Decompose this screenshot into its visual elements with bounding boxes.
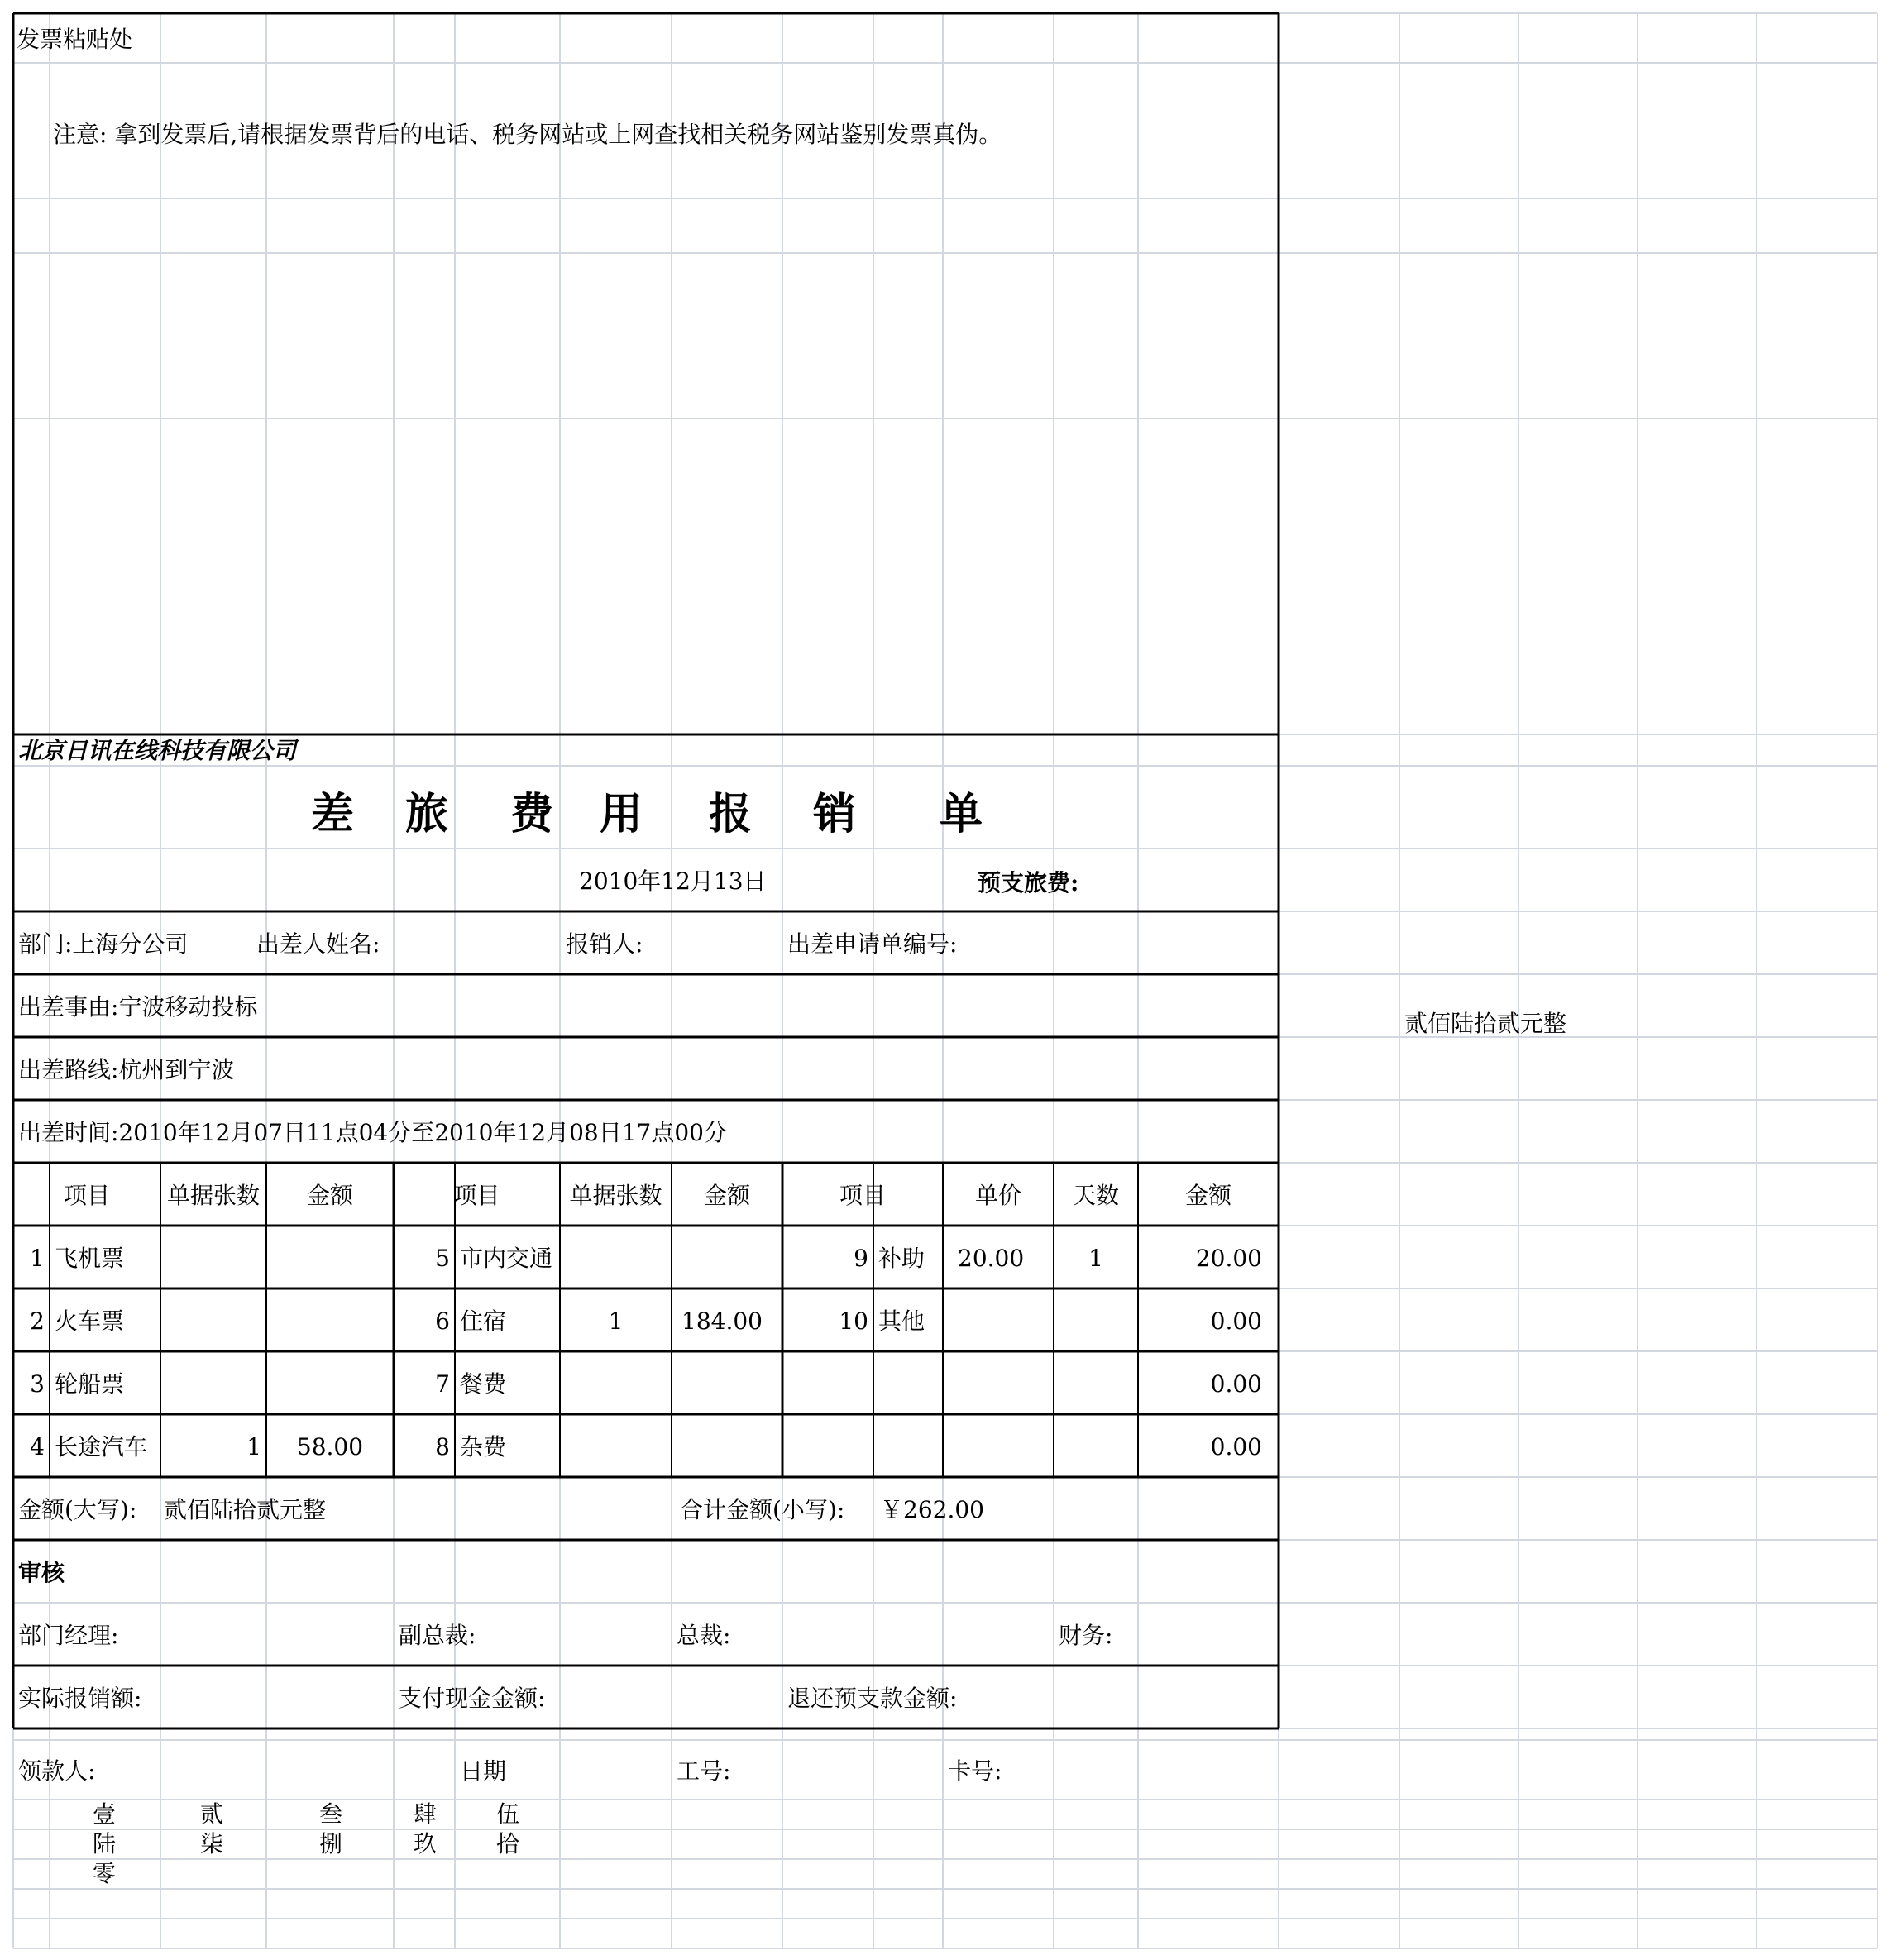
title-char-4: 用: [600, 789, 643, 839]
row-2-item-1: 火车票: [55, 1307, 125, 1335]
president-label: 总裁:: [677, 1622, 731, 1649]
numeral-9: 玖: [414, 1830, 438, 1857]
title-char-5: 报: [709, 789, 753, 839]
row-4-amount-3: 0.00: [1210, 1433, 1262, 1460]
numeral-0: 零: [93, 1860, 117, 1887]
claimant-label: 报销人:: [566, 930, 643, 958]
header-amount-1: 金额: [306, 1182, 353, 1209]
numeral-8: 捌: [319, 1830, 343, 1857]
numeral-4: 肆: [414, 1800, 438, 1828]
row-3-item-2: 餐费: [460, 1370, 507, 1398]
vp-label: 副总裁:: [399, 1622, 476, 1649]
company-name: 北京日讯在线科技有限公司: [18, 737, 297, 764]
amount-words: 贰佰陆拾贰元整: [164, 1496, 327, 1523]
cash-amount-label: 支付现金金额:: [399, 1685, 546, 1712]
trip-route: 出差路线:杭州到宁波: [18, 1056, 235, 1083]
header-unit-price: 单价: [974, 1182, 1021, 1209]
footer-date-label: 日期: [460, 1757, 507, 1785]
header-receipts-2: 单据张数: [569, 1182, 662, 1209]
numeral-7: 柒: [200, 1830, 224, 1857]
row-1-no-3: 9: [854, 1245, 868, 1272]
numeral-2: 贰: [200, 1800, 224, 1828]
row-2-item-3: 其他: [878, 1307, 925, 1335]
header-days: 天数: [1072, 1182, 1119, 1209]
numeral-10: 拾: [496, 1830, 520, 1857]
row-2-amount-3: 0.00: [1210, 1307, 1262, 1335]
title-char-3: 费: [510, 789, 554, 839]
header-item-1: 项目: [63, 1182, 110, 1209]
row-4-item-1: 长途汽车: [55, 1433, 148, 1460]
staff-no-label: 工号:: [677, 1757, 731, 1785]
row-4-no-1: 4: [30, 1433, 45, 1460]
row-2-no-3: 10: [839, 1307, 868, 1335]
row-4-item-2: 杂费: [460, 1433, 507, 1460]
row-1-unit-price: 20.00: [958, 1245, 1025, 1272]
row-1-no-1: 1: [30, 1245, 45, 1272]
refund-amount-label: 退还预支款金额:: [787, 1685, 958, 1712]
total-value: ￥262.00: [880, 1496, 984, 1523]
advance-label: 预支旅费:: [978, 869, 1079, 896]
header-amount-2: 金额: [703, 1182, 750, 1209]
review-label: 审核: [18, 1559, 65, 1586]
title-char-7: 单: [940, 789, 983, 839]
payee-label: 领款人:: [18, 1757, 96, 1785]
row-1-days: 1: [1088, 1245, 1103, 1272]
numeral-6: 陆: [93, 1830, 117, 1857]
form-date: 2010年12月13日: [579, 868, 767, 895]
finance-label: 财务:: [1059, 1622, 1113, 1649]
row-1-item-3: 补助: [878, 1245, 925, 1272]
traveler-label: 出差人姓名:: [256, 930, 380, 958]
row-4-amount-1: 58.00: [296, 1433, 364, 1460]
total-label: 合计金额(小写):: [680, 1496, 845, 1523]
row-2-receipts-2: 1: [608, 1307, 624, 1335]
request-no-label: 出差申请单编号:: [787, 930, 958, 958]
invoice-area-label: 发票粘贴处: [17, 26, 133, 53]
trip-time: 出差时间:2010年12月07日11点04分至2010年12月08日17点00分: [18, 1119, 727, 1146]
trip-reason: 出差事由:宁波移动投标: [18, 993, 258, 1021]
row-2-amount-2: 184.00: [681, 1307, 763, 1335]
row-3-amount-3: 0.00: [1210, 1370, 1262, 1398]
row-3-item-1: 轮船票: [55, 1370, 125, 1398]
header-item-2: 项目: [453, 1182, 500, 1209]
row-4-receipts-1: 1: [246, 1433, 261, 1460]
row-1-amount-3: 20.00: [1195, 1245, 1262, 1272]
title-char-2: 旅: [405, 789, 449, 839]
header-amount-3: 金额: [1184, 1182, 1231, 1209]
row-1-no-2: 5: [435, 1245, 450, 1272]
numeral-5: 伍: [496, 1800, 520, 1828]
row-3-no-1: 3: [30, 1370, 45, 1398]
row-1-item-2: 市内交通: [460, 1245, 553, 1272]
dept-field: 部门:上海分公司: [18, 930, 189, 958]
row-1-item-1: 飞机票: [55, 1245, 125, 1272]
row-2-no-2: 6: [435, 1307, 450, 1335]
numeral-1: 壹: [93, 1800, 117, 1828]
amount-words-label: 金额(大写):: [18, 1496, 137, 1523]
header-item-3: 项目: [839, 1182, 886, 1209]
numeral-3: 叁: [319, 1800, 343, 1828]
dept-manager-label: 部门经理:: [18, 1622, 119, 1649]
row-4-no-2: 8: [435, 1433, 450, 1460]
title-char-6: 销: [813, 789, 857, 839]
header-receipts-1: 单据张数: [166, 1182, 260, 1209]
title-char-1: 差: [311, 789, 355, 839]
notice-text: 注意: 拿到发票后,请根据发票背后的电话、税务网站或上网查找相关税务网站鉴别发票真伪。: [53, 121, 1002, 148]
row-3-no-2: 7: [435, 1370, 450, 1398]
card-no-label: 卡号:: [948, 1757, 1002, 1785]
side-amount-words: 贰佰陆拾贰元整: [1404, 1010, 1567, 1037]
actual-amount-label: 实际报销额:: [18, 1685, 142, 1712]
row-2-no-1: 2: [30, 1307, 45, 1335]
row-2-item-2: 住宿: [460, 1307, 507, 1335]
